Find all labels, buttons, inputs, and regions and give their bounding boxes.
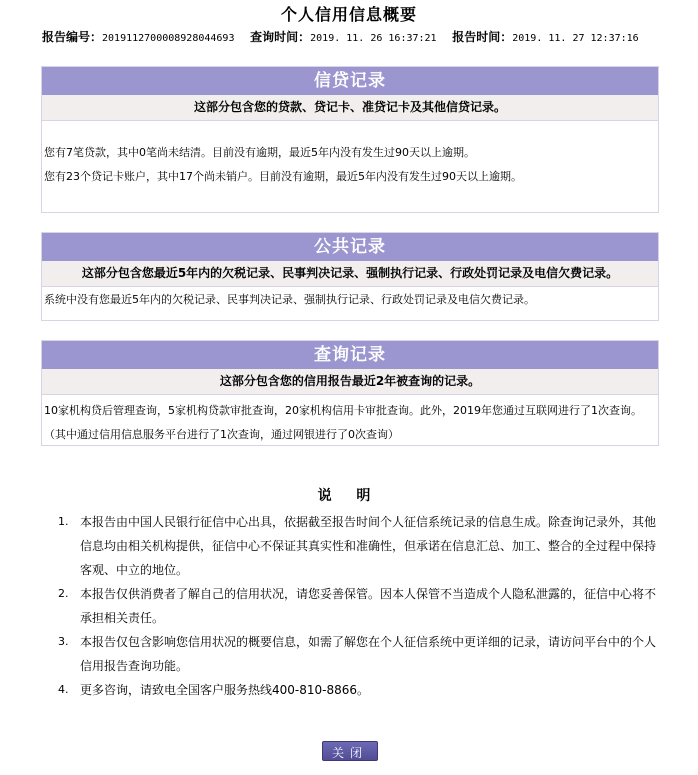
report-time-value: 2019. 11. 27 12:37:16 <box>512 33 639 44</box>
query-time-value: 2019. 11. 26 16:37:21 <box>310 33 437 44</box>
note-text: 本报告仅包含影响您信用状况的概要信息，如需了解您在个人征信系统中更详细的记录，请访问平台中的个人信用报告查询功能。 <box>80 635 657 673</box>
credit-record-body <box>42 121 658 189</box>
note-number: 1. <box>58 515 69 528</box>
note-text: 本报告仅供消费者了解自己的信用状况，请您妥善保管。因本人保管不当造成个人隐私泄露的，征信中心将不承担相关责任。 <box>80 587 657 625</box>
notes-title: 说 明 <box>317 488 381 504</box>
note-number: 4. <box>58 683 69 696</box>
credit-record-subheading: 这部分包含您的贷款、贷记卡、准贷记卡及其他信贷记录。 <box>42 95 658 121</box>
credit-record-section <box>41 66 659 213</box>
public-record-section <box>41 232 659 321</box>
notes-list <box>58 510 662 702</box>
note-item <box>58 510 662 582</box>
note-item <box>58 678 662 702</box>
note-text: 本报告由中国人民银行征信中心出具，依据截至报告时间个人征信系统记录的信息生成。除查询记录外，其他信息均由相关机构提供，征信中心不保证其真实性和准确性，但承诺在信息汇总、加工、整合的全过程中保持客观、中立的地位。 <box>80 515 657 577</box>
public-record-heading: 公共记录 <box>42 233 658 261</box>
credit-line-cards: 您有23个贷记卡账户，其中17个尚未销户。目前没有逾期，最近5年内没有发生过90天以上逾期。 <box>44 170 522 183</box>
query-record-body <box>42 395 658 447</box>
credit-record-heading: 信贷记录 <box>42 67 658 95</box>
public-record-body <box>42 287 658 312</box>
query-time-label: 查询时间： <box>250 30 311 44</box>
credit-line-loans: 您有7笔贷款，其中0笔尚未结清。目前没有逾期，最近5年内没有发生过90天以上逾期。 <box>44 146 475 159</box>
query-record-heading: 查询记录 <box>42 341 658 369</box>
query-record-section <box>41 340 659 446</box>
report-no-label: 报告编号： <box>42 30 103 44</box>
report-meta <box>42 28 682 45</box>
public-record-subheading: 这部分包含您最近5年内的欠税记录、民事判决记录、强制执行记录、行政处罚记录及电信欠费记录。 <box>42 261 658 287</box>
query-line: 10家机构贷后管理查询，5家机构贷款审批查询，20家机构信用卡审批查询。此外，2019年您通过互联网进行了1次查询。（其中通过信用信息服务平台进行了1次查询，通过网银进行了0次查询） <box>44 404 642 441</box>
public-line: 系统中没有您最近5年内的欠税记录、民事判决记录、强制执行记录、行政处罚记录及电信欠费记录。 <box>44 293 535 306</box>
note-item <box>58 582 662 630</box>
report-time-label: 报告时间： <box>452 30 513 44</box>
note-item <box>58 630 662 678</box>
note-number: 3. <box>58 635 69 648</box>
close-button[interactable]: 关闭 <box>322 741 378 761</box>
query-record-subheading: 这部分包含您的信用报告最近2年被查询的记录。 <box>42 369 658 395</box>
page-title: 个人信用信息概要 <box>280 5 417 24</box>
report-no-value: 2019112700008928044693 <box>102 33 235 44</box>
note-number: 2. <box>58 587 69 600</box>
note-text: 更多咨询，请致电全国客户服务热线400-810-8866。 <box>80 683 370 697</box>
